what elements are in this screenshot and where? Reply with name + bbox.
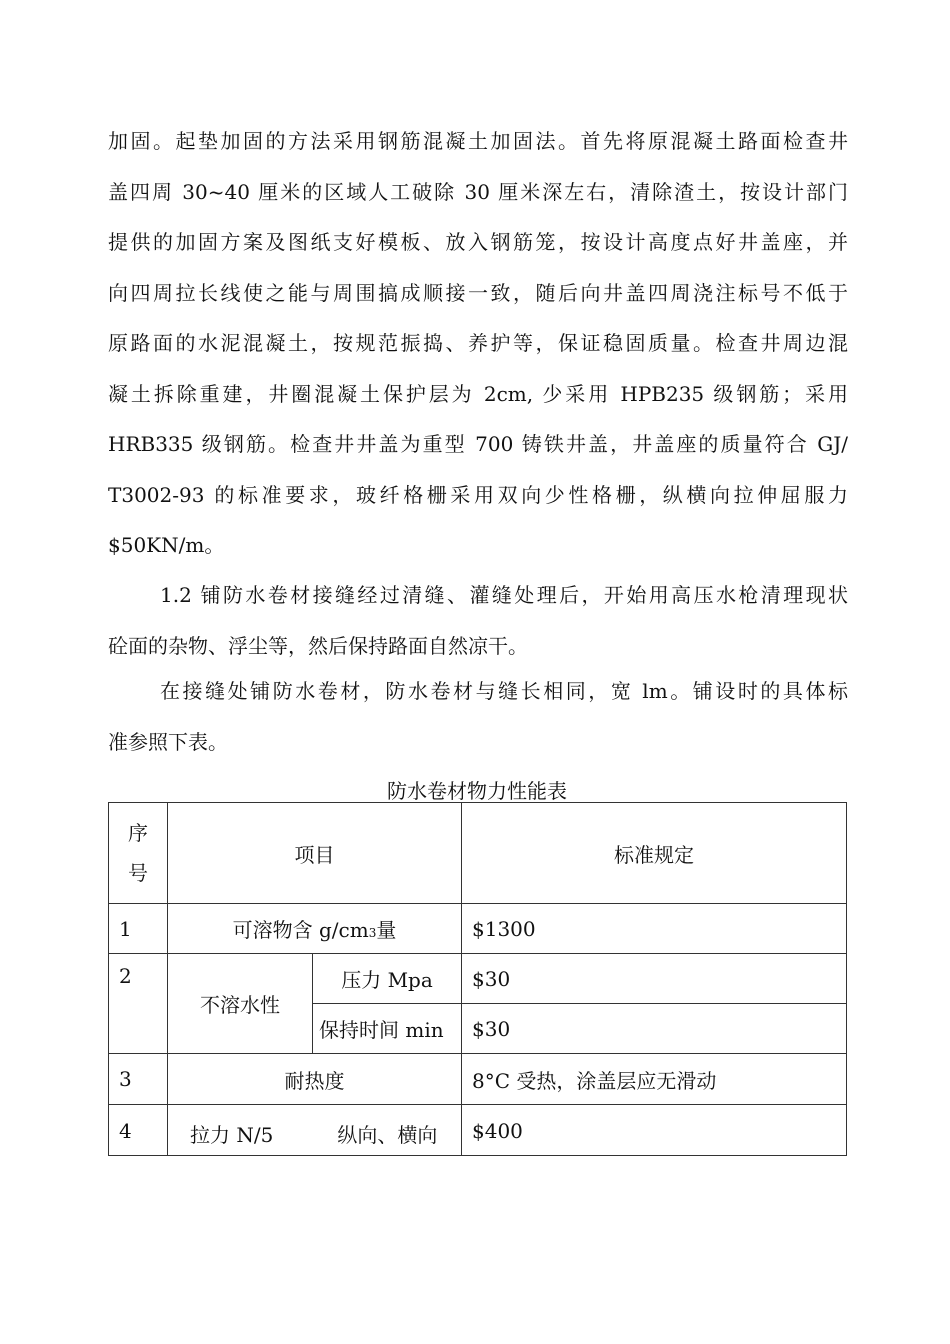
cell-seq: 3	[109, 1054, 168, 1105]
table-caption: 防水卷材物力性能表	[387, 779, 567, 803]
cell-seq: 4	[109, 1105, 168, 1156]
cell-subitem: 压力 Mpa	[313, 954, 462, 1004]
cell-seq: 1	[109, 904, 168, 954]
cell-standard: $30	[462, 1004, 847, 1054]
cell-standard: 8°C 受热，涂盖层应无滑动	[462, 1054, 847, 1105]
header-seq-line: 号	[128, 861, 148, 885]
cell-subitem: 保持时间 min	[313, 1004, 462, 1054]
text-line: 向四周拉长线使之能与周围搞成顺接一致，随后向井盖四周浇注标号不低于	[108, 280, 848, 305]
cell-item-sub: 3	[368, 926, 377, 940]
text-line: T3002-93 的标准要求，玻纤格栅采用双向少性格栅，纵横向拉伸屈服力	[108, 482, 848, 507]
text-line: $50KN/m。	[108, 533, 225, 557]
header-standard: 标准规定	[462, 803, 847, 904]
paragraph-waterproof-joint	[108, 570, 848, 671]
cell-standard: $400	[462, 1105, 847, 1156]
cell-standard: $30	[462, 954, 847, 1004]
table-row	[109, 954, 847, 1004]
text-line: HRB335 级钢筋。检查井井盖为重型 700 铸铁井盖，井盖座的质量符合 GJ/	[108, 432, 848, 456]
text-line: 准参照下表。	[108, 729, 228, 754]
spec-table	[108, 802, 847, 1156]
table-row	[109, 1054, 847, 1105]
text-line: 原路面的水泥混凝土，按规范振捣、养护等，保证稳固质量。检查井周边混	[108, 331, 848, 355]
cell-item-text: 可溶物含 g/cm	[232, 918, 369, 942]
cell-item	[168, 904, 462, 954]
header-seq	[109, 803, 168, 904]
text-line: 盖四周 30~40 厘米的区域人工破除 30 厘米深左右，清除渣土，按设计部门	[108, 179, 848, 204]
cell-item-tail: 量	[376, 918, 397, 942]
cell-item: 不溶水性	[168, 954, 313, 1054]
text-line: 砼面的杂物、浮尘等，然后保持路面自然凉干。	[108, 633, 528, 658]
cell-item-direction: 纵向、横向	[337, 1123, 438, 1147]
header-item: 项目	[168, 803, 462, 904]
text-line: 1.2 铺防水卷材接缝经过清缝、灌缝处理后，开始用高压水枪清理现状	[160, 583, 848, 607]
cell-item	[168, 1105, 462, 1156]
cell-item-text: 拉力 N/5	[190, 1123, 274, 1147]
header-seq-line: 序	[128, 821, 148, 845]
table-header-row	[109, 803, 847, 904]
text-line: 在接缝处铺防水卷材，防水卷材与缝长相同，宽 lm。铺设时的具体标	[160, 679, 848, 703]
paragraph-membrane-laying	[108, 666, 848, 767]
cell-seq: 2	[109, 954, 168, 1054]
cell-standard: $1300	[462, 904, 847, 954]
text-line: 加固。起垫加固的方法采用钢筋混凝土加固法。首先将原混凝土路面检查井	[108, 129, 848, 153]
table-row	[109, 904, 847, 954]
table-row	[109, 1105, 847, 1156]
paragraph-reinforcement	[108, 116, 848, 571]
cell-item: 耐热度	[168, 1054, 462, 1105]
text-line: 提供的加固方案及图纸支好模板、放入钢筋笼，按设计高度点好井盖座，并	[108, 230, 848, 254]
text-line: 凝土拆除重建，井圈混凝土保护层为 2cm, 少采用 HPB235 级钢筋；采用	[108, 381, 848, 406]
